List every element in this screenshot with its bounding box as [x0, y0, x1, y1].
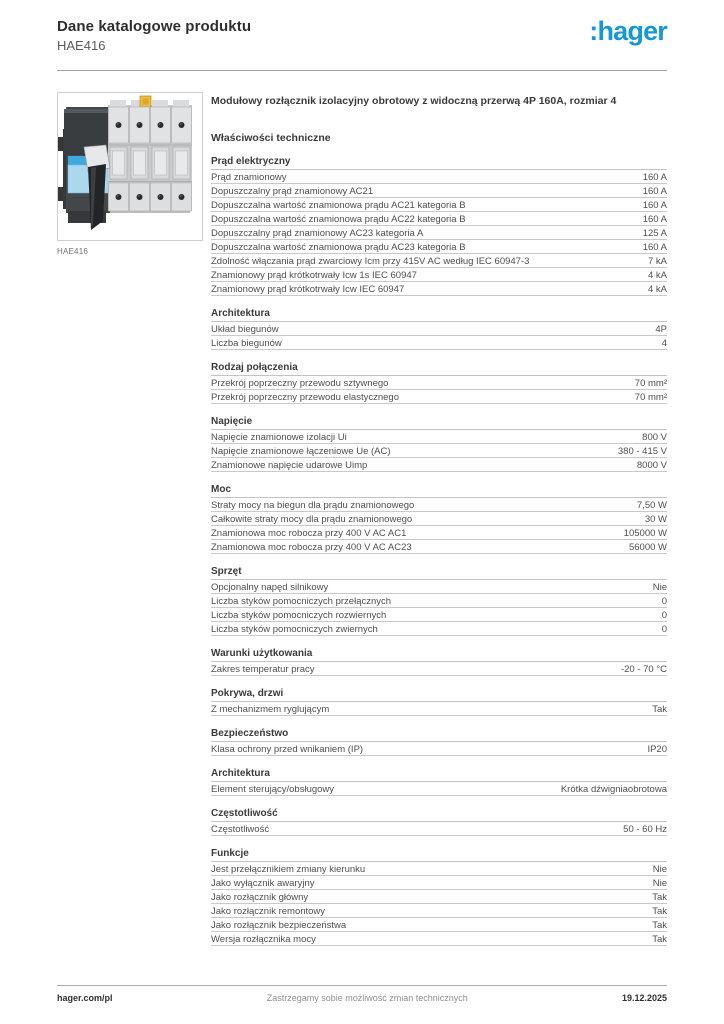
spec-row [211, 390, 667, 404]
spec-label: Jest przełącznikiem zmiany kierunku [211, 863, 366, 875]
spec-label: Znamionowa moc robocza przy 400 V AC AC23 [211, 541, 412, 553]
spec-value: 8000 V [636, 459, 667, 471]
spec-row [211, 322, 667, 336]
spec-row [211, 212, 667, 226]
spec-row [211, 512, 667, 526]
product-image-frame [57, 92, 203, 241]
spec-label: Opcjonalny napęd silnikowy [211, 581, 329, 593]
spec-section-title: Pokrywa, drzwi [211, 688, 667, 702]
spec-value: 105000 W [623, 527, 667, 539]
footer-disclaimer: Zastrzegamy sobie możliwość zmian technicznych [266, 993, 468, 1003]
spec-row [211, 268, 667, 282]
page-header [57, 18, 667, 53]
spec-section-title: Moc [211, 484, 667, 498]
spec-row [211, 822, 667, 836]
product-description: Modułowy rozłącznik izolacyjny obrotowy z widoczną przerwą 4P 160A, rozmiar 4 [211, 95, 617, 107]
spec-label: Układ biegunów [211, 323, 279, 335]
spec-row [211, 282, 667, 296]
spec-label: Jako rozłącznik remontowy [211, 905, 326, 917]
spec-row [211, 336, 667, 350]
spec-section-title: Funkcje [211, 848, 667, 862]
spec-section [211, 484, 667, 554]
spec-value: 4P [655, 323, 667, 335]
spec-label: Dopuszczalny prąd znamionowy AC23 kategoria A [211, 227, 424, 239]
spec-label: Jako rozłącznik bezpieczeństwa [211, 919, 347, 931]
spec-row [211, 540, 667, 554]
spec-section [211, 808, 667, 836]
product-image-caption: HAE416 [57, 247, 88, 256]
spec-row [211, 782, 667, 796]
spec-label: Element sterujący/obsługowy [211, 783, 335, 795]
spec-row [211, 862, 667, 876]
spec-value: 800 V [642, 431, 667, 443]
spec-row [211, 254, 667, 268]
spec-value: Tak [652, 905, 667, 917]
spec-row [211, 458, 667, 472]
spec-value: 0 [661, 609, 667, 621]
spec-value: Tak [652, 703, 667, 715]
spec-value: 0 [661, 595, 667, 607]
spec-value: 380 - 415 V [617, 445, 667, 457]
spec-label: Dopuszczalna wartość znamionowa prądu AC21 kategoria B [211, 199, 466, 211]
spec-value: Tak [652, 891, 667, 903]
spec-row [211, 226, 667, 240]
spec-label: Zdolność włączania prąd zwarciowy Icm przy 415V AC według IEC 60947-3 [211, 255, 530, 267]
spec-section-title: Bezpieczeństwo [211, 728, 667, 742]
spec-label: Znamionowy prąd krótkotrwały Icw IEC 60947 [211, 283, 405, 295]
spec-row [211, 580, 667, 594]
spec-label: Dopuszczalna wartość znamionowa prądu AC22 kategoria B [211, 213, 466, 225]
spec-value: Nie [652, 863, 667, 875]
specs-column [211, 92, 667, 946]
spec-section-title: Napięcie [211, 416, 667, 430]
spec-label: Zakres temperatur pracy [211, 663, 315, 675]
spec-section [211, 728, 667, 756]
product-image-column [57, 92, 203, 256]
spec-label: Klasa ochrony przed wnikaniem (IP) [211, 743, 364, 755]
page-title: Dane katalogowe produktu [57, 18, 252, 35]
spec-label: Prąd znamionowy [211, 171, 287, 183]
spec-value: 4 [661, 337, 667, 349]
spec-label: Dopuszczalny prąd znamionowy AC21 [211, 185, 374, 197]
spec-label: Przekrój poprzeczny przewodu sztywnego [211, 377, 389, 389]
spec-row [211, 170, 667, 184]
spec-label: Dopuszczalna wartość znamionowa prądu AC23 kategoria B [211, 241, 466, 253]
spec-row [211, 702, 667, 716]
spec-row [211, 430, 667, 444]
spec-label: Liczba styków pomocniczych przełącznych [211, 595, 392, 607]
page-footer [57, 993, 667, 1003]
spec-label: Jako rozłącznik główny [211, 891, 309, 903]
spec-row [211, 594, 667, 608]
spec-value: 160 A [642, 199, 667, 211]
specs-heading: Właściwości techniczne [211, 132, 331, 144]
spec-value: 160 A [642, 185, 667, 197]
spec-section [211, 362, 667, 404]
spec-value: 125 A [642, 227, 667, 239]
spec-label: Wersja rozłącznika mocy [211, 933, 316, 945]
spec-section [211, 308, 667, 350]
spec-row [211, 662, 667, 676]
spec-row [211, 198, 667, 212]
spec-section-title: Sprzęt [211, 566, 667, 580]
spec-label: Jako wyłącznik awaryjny [211, 877, 315, 889]
spec-value: 50 - 60 Hz [623, 823, 667, 835]
spec-value: 4 kA [647, 269, 667, 281]
spec-row [211, 376, 667, 390]
specs-sections [211, 156, 667, 946]
spec-section-title: Rodzaj połączenia [211, 362, 667, 376]
spec-row [211, 622, 667, 636]
spec-row [211, 918, 667, 932]
spec-value: 4 kA [647, 283, 667, 295]
spec-section [211, 848, 667, 946]
spec-label: Przekrój poprzeczny przewodu elastycznego [211, 391, 399, 403]
spec-label: Znamionowy prąd krótkotrwały Icw 1s IEC 60947 [211, 269, 417, 281]
hager-logo: :hager [589, 16, 667, 46]
spec-section-title: Architektura [211, 768, 667, 782]
spec-label: Znamionowe napięcie udarowe Uimp [211, 459, 368, 471]
spec-row [211, 498, 667, 512]
spec-row [211, 890, 667, 904]
spec-value: 160 A [642, 241, 667, 253]
spec-row [211, 742, 667, 756]
spec-label: Napięcie znamionowe izolacji Ui [211, 431, 347, 443]
spec-value: 56000 W [628, 541, 667, 553]
spec-label: Znamionowa moc robocza przy 400 V AC AC1 [211, 527, 407, 539]
spec-row [211, 184, 667, 198]
spec-value: 160 A [642, 213, 667, 225]
footer-divider [57, 985, 667, 986]
spec-value: Krótka dźwigniaobrotowa [560, 783, 667, 795]
spec-row [211, 240, 667, 254]
spec-value: 160 A [642, 171, 667, 183]
spec-label: Straty mocy na biegun dla prądu znamionowego [211, 499, 415, 511]
spec-section-title: Warunki użytkowania [211, 648, 667, 662]
spec-label: Liczba styków pomocniczych rozwiernych [211, 609, 387, 621]
spec-value: 7 kA [647, 255, 667, 267]
spec-label: Liczba styków pomocniczych zwiernych [211, 623, 378, 635]
spec-label: Częstotliwość [211, 823, 270, 835]
spec-value: Tak [652, 933, 667, 945]
spec-section-title: Częstotliwość [211, 808, 667, 822]
spec-value: 70 mm² [634, 377, 667, 389]
spec-section [211, 688, 667, 716]
spec-value: 7,50 W [636, 499, 667, 511]
spec-value: 0 [661, 623, 667, 635]
spec-section [211, 648, 667, 676]
product-reference: HAE416 [57, 38, 106, 53]
spec-label: Z mechanizmem ryglującym [211, 703, 330, 715]
spec-section [211, 156, 667, 296]
spec-row [211, 876, 667, 890]
footer-website: hager.com/pl [57, 993, 113, 1003]
spec-value: 70 mm² [634, 391, 667, 403]
footer-date: 19.12.2025 [621, 993, 667, 1003]
spec-value: IP20 [647, 743, 667, 755]
spec-row [211, 608, 667, 622]
spec-value: 30 W [644, 513, 667, 525]
spec-section-title: Prąd elektryczny [211, 156, 667, 170]
spec-section [211, 768, 667, 796]
spec-section [211, 416, 667, 472]
spec-label: Całkowite straty mocy dla prądu znamionowego [211, 513, 413, 525]
spec-row [211, 932, 667, 946]
spec-value: -20 - 70 °C [620, 663, 667, 675]
spec-row [211, 526, 667, 540]
spec-value: Nie [652, 877, 667, 889]
spec-section-title: Architektura [211, 308, 667, 322]
spec-row [211, 444, 667, 458]
spec-label: Napięcie znamionowe łączeniowe Ue (AC) [211, 445, 391, 457]
spec-label: Liczba biegunów [211, 337, 282, 349]
spec-value: Tak [652, 919, 667, 931]
spec-section [211, 566, 667, 636]
spec-value: Nie [652, 581, 667, 593]
spec-row [211, 904, 667, 918]
rotary-disconnect-switch-image [58, 93, 202, 240]
header-divider [57, 70, 667, 71]
